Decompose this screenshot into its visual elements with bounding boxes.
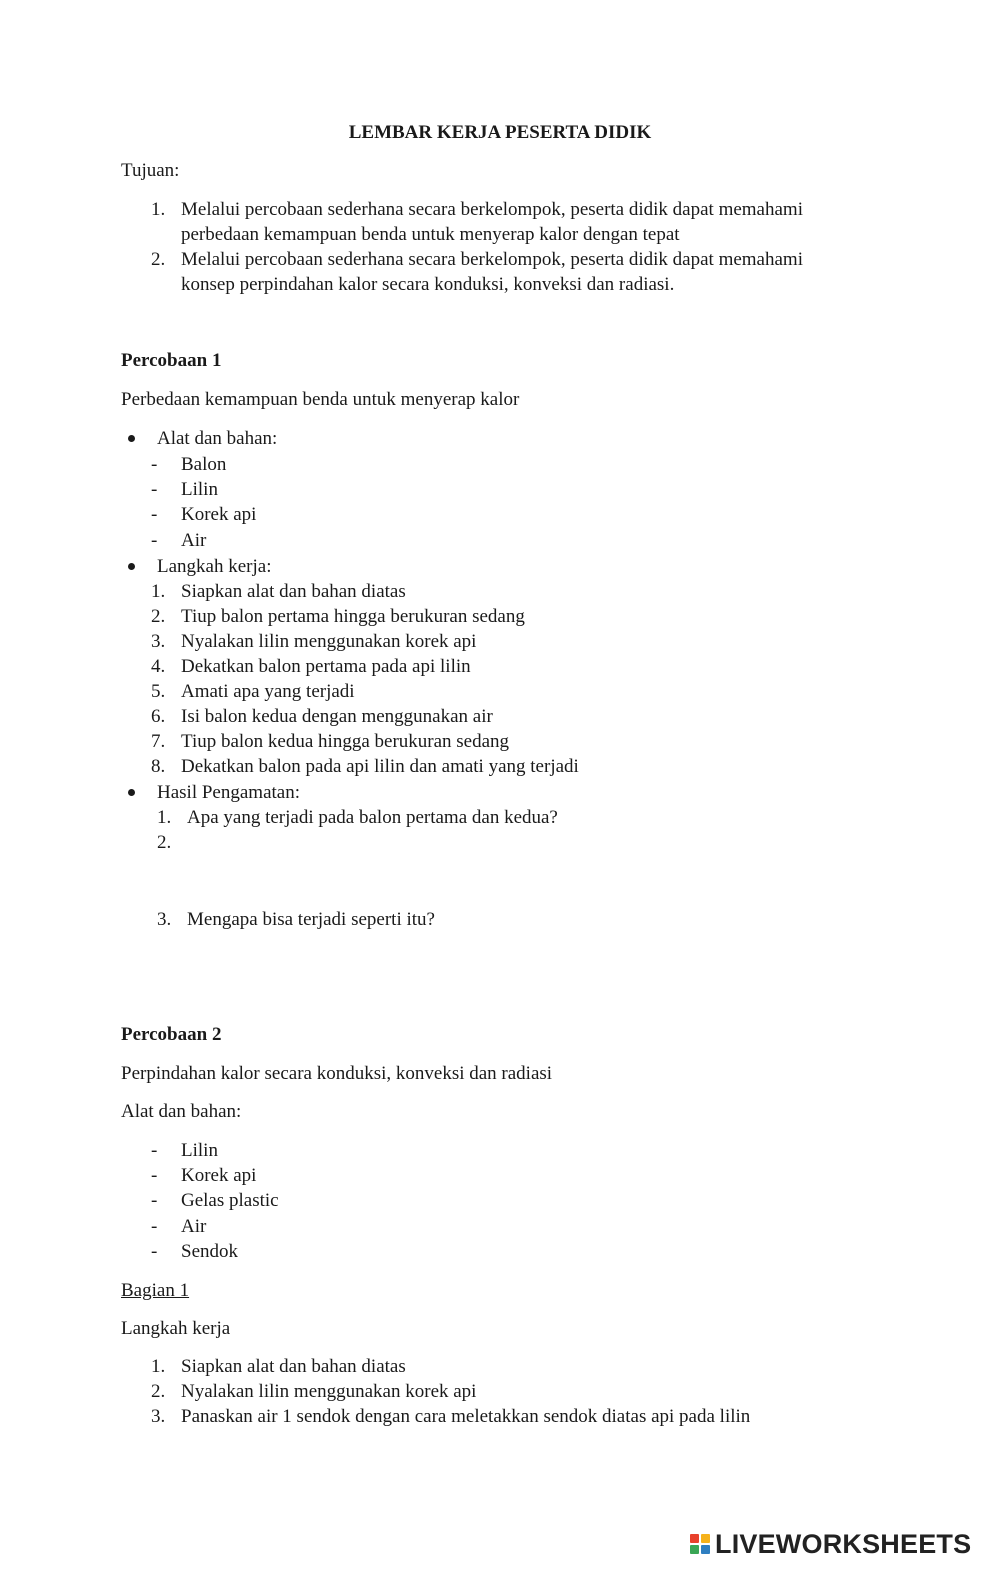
dash-icon: - [151,1241,158,1262]
list-item: Isi balon kedua dengan menggunakan air [181,706,493,727]
list-number: 3. [151,631,166,652]
list-item: Nyalakan lilin menggunakan korek api [181,1381,477,1402]
tujuan-item-line: konsep perpindahan kalor secara konduksi, konveksi dan radiasi. [181,274,675,295]
tujuan-item-number: 2. [151,249,166,270]
liveworksheets-logo-icon [690,1534,710,1554]
percobaan-2-subtitle: Perpindahan kalor secara konduksi, konveksi dan radiasi [121,1063,553,1084]
list-item: Nyalakan lilin menggunakan korek api [181,631,477,652]
dash-icon: - [151,1140,158,1161]
bullet-icon [128,789,135,796]
question-text: Apa yang terjadi pada balon pertama dan kedua? [187,807,558,828]
list-number: 3. [157,909,172,930]
tujuan-item-line: Melalui percobaan sederhana secara berkelompok, peserta didik dapat memahami [181,199,803,220]
list-item: Tiup balon pertama hingga berukuran sedang [181,606,525,627]
list-number: 5. [151,681,166,702]
alat-label: Alat dan bahan: [157,428,278,449]
list-item: Air [181,530,207,551]
list-item: Dekatkan balon pada api lilin dan amati yang terjadi [181,756,579,777]
dash-icon: - [151,1165,158,1186]
page-title: LEMBAR KERJA PESERTA DIDIK [348,122,652,143]
dash-icon: - [151,530,158,551]
list-item: Air [181,1216,207,1237]
dash-icon: - [151,479,158,500]
list-item: Korek api [181,504,257,525]
logo-square [690,1545,699,1554]
tujuan-item-line: Melalui percobaan sederhana secara berkelompok, peserta didik dapat memahami [181,249,803,270]
list-number: 8. [151,756,166,777]
question-text: Mengapa bisa terjadi seperti itu? [187,909,435,930]
list-item: Korek api [181,1165,257,1186]
list-number: 7. [151,731,166,752]
list-number: 1. [151,1356,166,1377]
bullet-icon [128,563,135,570]
tujuan-label: Tujuan: [121,160,180,181]
bullet-icon [128,435,135,442]
list-item: Balon [181,454,227,475]
percobaan-1-heading: Percobaan 1 [121,350,222,371]
dash-icon: - [151,504,158,525]
list-number: 6. [151,706,166,727]
list-item: Sendok [181,1241,238,1262]
hasil-label: Hasil Pengamatan: [157,782,300,803]
list-number: 2. [157,832,172,853]
alat-label: Alat dan bahan: [121,1101,242,1122]
list-item: Tiup balon kedua hingga berukuran sedang [181,731,510,752]
dash-icon: - [151,1216,158,1237]
dash-icon: - [151,1190,158,1211]
langkah-label: Langkah kerja: [157,556,272,577]
list-number: 1. [157,807,172,828]
tujuan-item-line: perbedaan kemampuan benda untuk menyerap kalor dengan tepat [181,224,680,245]
list-item: Dekatkan balon pertama pada api lilin [181,656,471,677]
list-item: Gelas plastic [181,1190,279,1211]
list-item: Panaskan air 1 sendok dengan cara meletakkan sendok diatas api pada lilin [181,1406,751,1427]
list-number: 2. [151,606,166,627]
list-number: 2. [151,1381,166,1402]
logo-square [701,1545,710,1554]
logo-square [701,1534,710,1543]
logo-text: LIVEWORKSHEETS [715,1528,972,1559]
bagian-1-label: Bagian 1 [121,1280,190,1301]
list-number: 4. [151,656,166,677]
list-number: 3. [151,1406,166,1427]
dash-icon: - [151,454,158,475]
langkah-label: Langkah kerja [121,1318,231,1339]
logo-square [690,1534,699,1543]
list-item: Siapkan alat dan bahan diatas [181,1356,406,1377]
percobaan-2-heading: Percobaan 2 [121,1024,222,1045]
list-item: Lilin [181,1140,218,1161]
list-item: Amati apa yang terjadi [181,681,355,702]
list-number: 1. [151,581,166,602]
list-item: Lilin [181,479,218,500]
list-item: Siapkan alat dan bahan diatas [181,581,406,602]
liveworksheets-logo[interactable] [690,1528,971,1560]
percobaan-1-subtitle: Perbedaan kemampuan benda untuk menyerap kalor [121,389,520,410]
tujuan-item-number: 1. [151,199,166,220]
